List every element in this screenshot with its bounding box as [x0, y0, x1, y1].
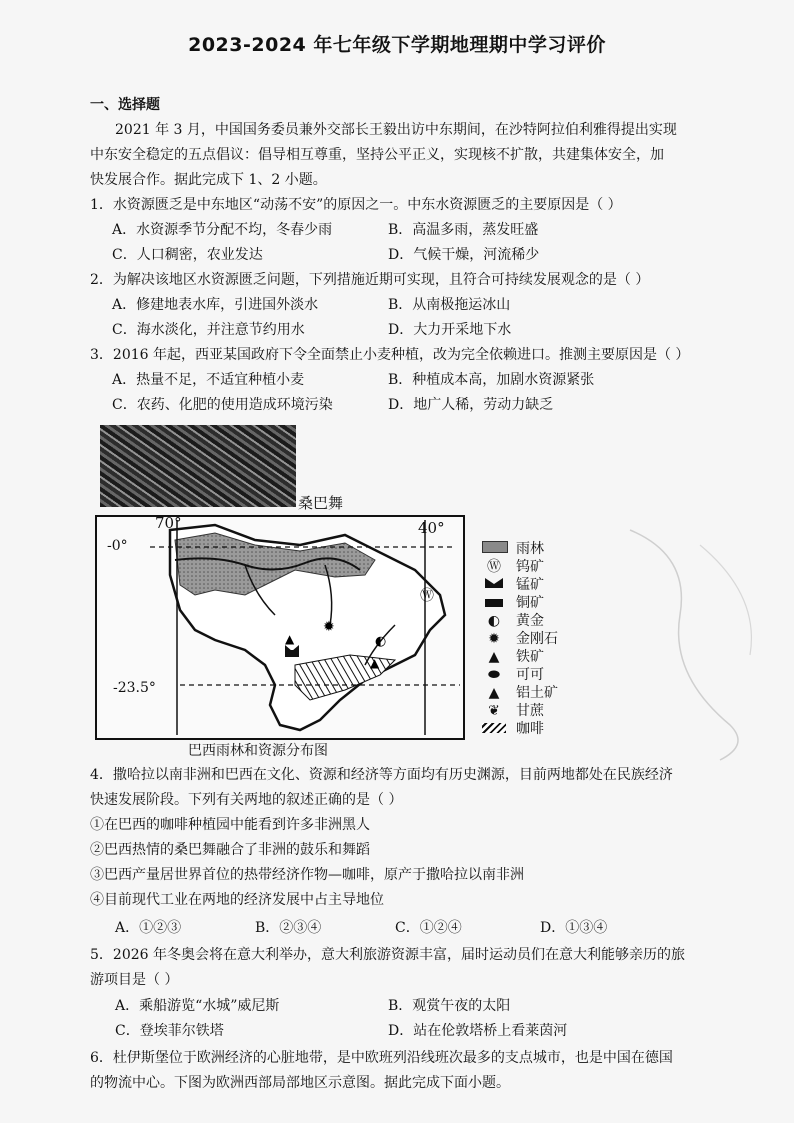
lon-40-label: 40° [418, 519, 445, 537]
gold-icon: ◐ [487, 613, 501, 629]
q4-stem-1: 4．撒哈拉以南非洲和巴西在文化、资源和经济等方面均有历史渊源，目前两地都处在民族经济 [90, 767, 673, 783]
cocoa-icon: ⬬ [488, 667, 500, 683]
legend-manganese: 锰矿 [482, 576, 602, 594]
q2-stem: 2．为解决该地区水资源匮乏问题，下列措施近期可实现，且符合可持续发展观念的是（ ） [90, 272, 650, 288]
q3-option-b[interactable]: B．种植成本高，加剧水资源紧张 [388, 372, 595, 388]
q2-option-c[interactable]: C．海水淡化，并注意节约用水 [112, 322, 305, 338]
legend-gold: ◐ 黄金 [482, 612, 602, 630]
lat-235-label: -23.5° [113, 680, 156, 696]
q4-statement-1: ①在巴西的咖啡种植园中能看到许多非洲黑人 [90, 817, 370, 833]
brazil-resource-map [95, 515, 465, 740]
q4-option-c[interactable]: C．①②④ [395, 920, 462, 936]
intro-line-1: 2021 年 3 月，中国国务委员兼外交部长王毅出访中东期间，在沙特阿拉伯利雅得提出实现 [115, 122, 677, 138]
section-heading: 一、选择题 [90, 97, 160, 113]
q1-option-b[interactable]: B．高温多雨，蒸发旺盛 [388, 222, 539, 238]
q4-option-a[interactable]: A．①②③ [115, 920, 182, 936]
intro-line-2: 中东安全稳定的五点倡议：倡导相互尊重，坚持公平正义，实现核不扩散，共建集体安全，加 [90, 147, 664, 163]
map-tungsten-symbol: Ⓦ [420, 588, 434, 604]
map-diamond-symbol: ✹ [323, 619, 335, 635]
legend-rainforest: 雨林 [482, 540, 602, 558]
q3-option-a[interactable]: A．热量不足，不适宜种植小麦 [112, 372, 305, 388]
q4-statement-4: ④目前现代工业在两地的经济发展中占主导地位 [90, 892, 384, 908]
rainforest-swatch-icon [482, 541, 508, 553]
copper-icon [485, 599, 503, 607]
q1-option-a[interactable]: A．水资源季节分配不均，冬春少雨 [112, 222, 333, 238]
q5-option-d[interactable]: D．站在伦敦塔桥上看莱茵河 [388, 1023, 568, 1039]
q2-option-b[interactable]: B．从南极拖运冰山 [388, 297, 511, 313]
q4-option-d[interactable]: D．①③④ [540, 920, 608, 936]
lat-0-label: -0° [107, 538, 128, 554]
legend-coffee: 咖啡 [482, 720, 602, 738]
sugarcane-icon: ❦ [488, 703, 500, 719]
q2-option-a[interactable]: A．修建地表水库，引进国外淡水 [112, 297, 319, 313]
bauxite-icon: ▲ [488, 685, 500, 701]
map-iron-symbol-2: ▲ [285, 632, 295, 646]
map-iron-symbol: ▲ [370, 656, 380, 670]
q2-option-d[interactable]: D．大力开采地下水 [388, 322, 512, 338]
legend-bauxite: ▲ 铝土矿 [482, 684, 602, 702]
exam-title: 2023-2024 年七年级下学期地理期中学习评价 [188, 34, 606, 56]
q5-stem-2: 游项目是（ ） [90, 972, 179, 988]
q5-option-c[interactable]: C．登埃菲尔铁塔 [115, 1023, 224, 1039]
manganese-icon [484, 577, 504, 589]
q4-stem-2: 快速发展阶段。下列有关两地的叙述正确的是（ ） [90, 792, 403, 808]
legend-copper: 铜矿 [482, 594, 602, 612]
map-caption: 巴西雨林和资源分布图 [188, 743, 328, 759]
pencil-scribble [610, 525, 780, 765]
q5-stem-1: 5．2026 年冬奥会将在意大利举办，意大利旅游资源丰富，届时运动员们在意大利能够亲历的旅 [90, 947, 685, 963]
photo-caption: 桑巴舞 [298, 494, 344, 512]
intro-line-3: 快发展合作。据此完成下 1、2 小题。 [90, 172, 327, 188]
samba-dance-photo [100, 425, 296, 507]
iron-icon: ▲ [488, 649, 500, 665]
q3-option-c[interactable]: C．农药、化肥的使用造成环境污染 [112, 397, 333, 413]
coffee-icon [482, 723, 506, 733]
q3-option-d[interactable]: D．地广人稀，劳动力缺乏 [388, 397, 554, 413]
q4-statement-3: ③巴西产量居世界首位的热带经济作物—咖啡，原产于撒哈拉以南非洲 [90, 867, 524, 883]
q4-option-b[interactable]: B．②③④ [255, 920, 322, 936]
q1-stem: 1．水资源匮乏是中东地区“动荡不安”的原因之一。中东水资源匮乏的主要原因是（ ） [90, 197, 622, 213]
map-gold-symbol: ◐ [375, 634, 387, 649]
q6-stem-2: 的物流中心。下图为欧洲西部局部地区示意图。据此完成下面小题。 [90, 1075, 510, 1091]
q5-option-b[interactable]: B．观赏午夜的太阳 [388, 998, 511, 1014]
q5-option-a[interactable]: A．乘船游览“水城”威尼斯 [115, 998, 280, 1014]
q6-stem-1: 6．杜伊斯堡位于欧洲经济的心脏地带，是中欧班列沿线班次最多的支点城市，也是中国在德国 [90, 1050, 673, 1066]
diamond-icon: ✹ [488, 631, 500, 647]
lon-70-label: 70° [155, 514, 182, 532]
legend-iron: ▲ 铁矿 [482, 648, 602, 666]
legend-diamond: ✹ 金刚石 [482, 630, 602, 648]
q1-option-d[interactable]: D．气候干燥，河流稀少 [388, 247, 540, 263]
tungsten-icon: Ⓦ [487, 559, 501, 575]
legend-cocoa: ⬬ 可可 [482, 666, 602, 684]
q1-option-c[interactable]: C．人口稠密，农业发达 [112, 247, 263, 263]
q4-statement-2: ②巴西热情的桑巴舞融合了非洲的鼓乐和舞蹈 [90, 842, 370, 858]
legend-tungsten: Ⓦ 钨矿 [482, 558, 602, 576]
legend-sugarcane: ❦ 甘蔗 [482, 702, 602, 720]
q3-stem: 3．2016 年起，西亚某国政府下令全面禁止小麦种植，改为完全依赖进口。推测主要原因是（ ） [90, 347, 690, 363]
